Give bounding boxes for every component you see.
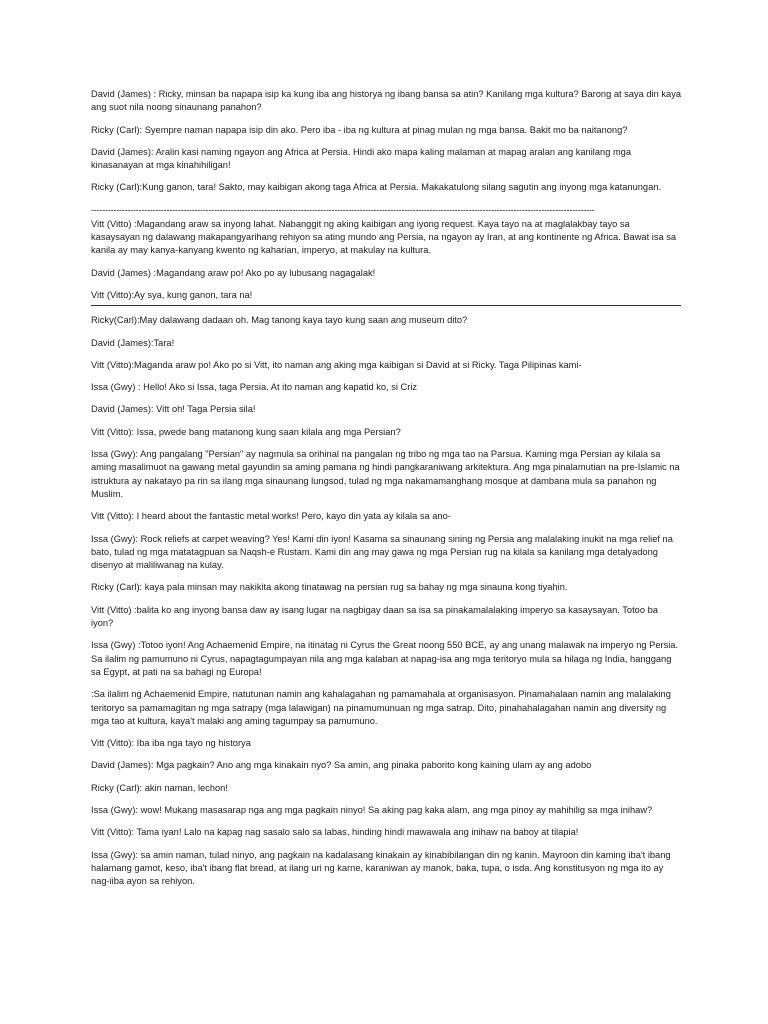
dialogue-line: Vitt (Vitto):Ay sya, kung ganon, tara na! [91, 289, 253, 300]
dialogue-line: Vitt (Vitto): Issa, pwede bang matanong kung saan kilala ang mga Persian? [91, 426, 401, 437]
dialogue-line: David (James): Aralin kasi naming ngayon ang Africa at Persia. Hindi ako mapa kaling malaman at mapag aralan ang kanilang mga kinasanayan at mga kinahihiligan! [91, 146, 632, 171]
dialogue-line: Issa (Gwy) :Totoo iyon! Ang Achaemenid Empire, na itinatag ni Cyrus the Great noong 550 BCE, ay ang unang malawak na imperyo ng Persia. Sa ilalim ng pamumuno ni Cyrus, napagtagumpayan nila ang mga kalaban at napag-isa ang mga teritoryo mula sa hilaga ng India, hanggang sa Egypt, at pati na sa bahagi ng Europa! [91, 640, 679, 677]
horizontal-rule [91, 305, 681, 306]
dialogue-line: Issa (Gwy): Ang pangalang "Persian" ay nagmula sa orihinal na pangalan ng tribo ng mga tao na Parsua. Kaming mga Persian ay kilala sa aming masalimuot na gawang metal gayundin sa aming pamana ng hindi pangkaraniwang arkitektura. Ang mga pinalamutian na pre-Islamic na istruktura ay nakatayo pa rin sa ilang mga sinaunang lungsod, tulad ng mga nakamamanghang mosque at dambana mula sa panahon ng Muslim. [91, 449, 680, 499]
dialogue-line: David (James) : Ricky, minsan ba napapa isip ka kung iba ang historya ng ibang bansa sa atin? Kanilang mga kultura? Barong at saya din kaya ang suot nila noong sinaunang panahon? [91, 89, 682, 113]
dialogue-line: Ricky (Carl): kaya pala minsan may nakikita akong tinatawag na persian rug sa bahay ng mga sinauna kong tiyahin. [91, 582, 568, 593]
dialogue-line: David (James) :Magandang araw po! Ako po ay lubusang nagagalak! [91, 267, 376, 278]
dialogue-line: Ricky (Carl): Syempre naman napapa isip din ako. Pero iba - iba ng kultura at pinag mulan ng mga bansa. Bakit mo ba naitanong? [91, 124, 628, 135]
dialogue-line: David (James): Vitt oh! Taga Persia sila! [91, 404, 256, 415]
dialogue-line: David (James):Tara! [91, 337, 175, 348]
dialogue-line: Vitt (Vitto) :Magandang araw sa inyong lahat. Nabanggit ng aking kaibigan ang iyong request. Kaya tayo na at maglalakbay tayo sa kasaysayan ng dalawang makapangyarihang rehiyon sa ating mundo ang Persia, na ngayon ay Iran, at ang kontinente ng Africa. Bawat isa sa kanila ay may kanya-kanyang kwento ng kaharian, imperyo, at makulay na kultura. [91, 218, 677, 256]
dialogue-line: David (James): Mga pagkain? Ano ang mga kinakain nyo? Sa amin, ang pinaka paborito kong kaining ulam ay ang adobo [91, 760, 592, 771]
dashed-separator: ------------------------------------------------------------------------------------------------------------------------------------------------------------------------------------ [91, 204, 595, 215]
dialogue-line: :Sa ilalim ng Achaemenid Empire, natutunan namin ang kahalagahan ng pamamahala at organisasyon. Pinamahalaan namin ang malalaking teritoryo sa pamamagitan ng mga satrapy (mga lalawigan) na pinamumunuan ng mga satrap. Dito, pinahahalagahan namin ang diversity ng mga tao at kultura, kaya't malaki ang aming tagumpay sa pamumuno. [91, 689, 671, 726]
dialogue-line: Issa (Gwy): Rock reliefs at carpet weaving? Yes! Kami din iyon! Kasama sa sinaunang sining ng Persia ang malalaking inukit na mga relief na bato, tulad ng mga matatagpuan sa Naqsh-e Rustam. Kami din ang may gawa ng mga Persian rug na kilala sa kanilang mga detalyadong disenyo at maliliwanag na kulay. [91, 533, 673, 571]
dialogue-line: Ricky (Carl):Kung ganon, tara! Sakto, may kaibigan akong taga Africa at Persia. Makakatulong silang sagutin ang inyong mga katanungan. [91, 182, 662, 193]
dialogue-line: Ricky (Carl): akin naman, lechon! [91, 782, 228, 793]
dialogue-line: Issa (Gwy) : Hello! Ako si Issa, taga Persia. At ito naman ang kapatid ko, si Criz [91, 382, 418, 393]
document-page [91, 88, 681, 897]
dialogue-line: Ricky(Carl):May dalawang dadaan oh. Mag tanong kaya tayo kung saan ang museum dito? [91, 315, 468, 326]
dialogue-line: Vitt (Vitto):Maganda araw po! Ako po si Vitt, ito naman ang aking mga kaibigan si David at si Ricky. Taga Pilipinas kami- [91, 359, 582, 370]
dialogue-line: Vitt (Vitto) :balita ko ang inyong bansa daw ay isang lugar na nagbigay daan sa isa sa pinakamalalaking imperyo sa kasaysayan. Totoo ba iyon? [91, 604, 658, 629]
dialogue-line: Vitt (Vitto): Iba iba nga tayo ng historya [91, 738, 251, 749]
dialogue-line: Issa (Gwy): wow! Mukang masasarap nga ang mga pagkain ninyo! Sa aking pag kaka alam, ang mga pinoy ay mahihilig sa mga inihaw? [91, 804, 653, 815]
dialogue-line: Vitt (Vitto): I heard about the fantastic metal works! Pero, kayo din yata ay kilala sa ano- [91, 511, 451, 522]
dialogue-line: Vitt (Vitto): Tama iyan! Lalo na kapag nag sasalo salo sa labas, hinding hindi mawawala ang inihaw na baboy at tilapia! [91, 827, 579, 838]
dialogue-line: Issa (Gwy): sa amin naman, tulad ninyo, ang pagkain na kadalasang kinakain ay kinabibilangan din ng kanin. Mayroon din kaming iba't ibang halamang gamot, keso, iba't ibang flat bread, at ilang uri ng karne, karaniwan ay manok, baka, tupa, o isda. Ang konstitusyon ng mga ito ay nag-iiba ayon sa rehiyon. [91, 849, 671, 887]
